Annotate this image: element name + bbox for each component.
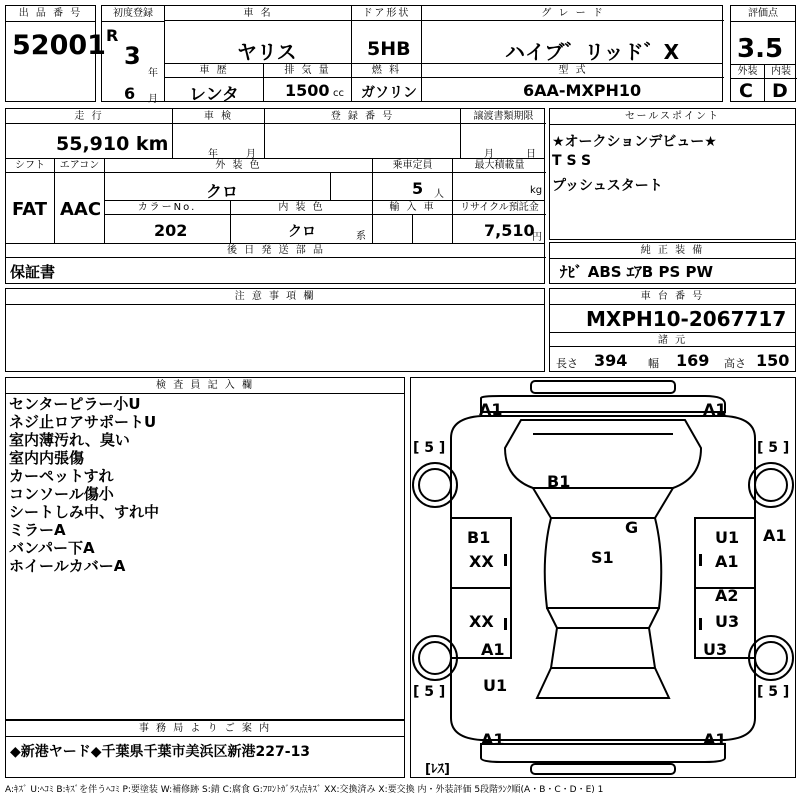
damage-mark: B1 xyxy=(467,528,491,547)
equipment-box xyxy=(549,242,796,284)
score-label: 評価点 xyxy=(731,6,795,22)
ext-grade: C xyxy=(739,80,753,102)
transfer-label: 譲渡書類期限 xyxy=(460,109,546,124)
int-color-label: 内 装 色 xyxy=(230,200,372,215)
remark-line: 室内薄汚れ、臭い xyxy=(9,431,130,449)
damage-mark: XX xyxy=(469,552,494,571)
import-label: 輸 入 車 xyxy=(372,200,452,215)
shift-label: シフト xyxy=(6,158,54,173)
height: 150 xyxy=(756,351,790,370)
height-label: 高さ xyxy=(724,357,746,370)
inspection-year-unit: 年 xyxy=(208,149,218,160)
score-box xyxy=(730,5,796,102)
damage-mark: XX xyxy=(469,612,494,631)
color-no-label: カラーNo. xyxy=(104,200,230,215)
damage-mark: A1 xyxy=(481,730,505,749)
first-registration-box xyxy=(101,5,165,105)
notes-label: 注 意 事 項 欄 xyxy=(6,289,544,305)
door-type: 5HB xyxy=(367,38,411,60)
chassis-label: 車 台 番 号 xyxy=(550,289,795,305)
capacity: 5 xyxy=(412,179,424,198)
chassis-number: MXPH10-2067717 xyxy=(586,307,787,331)
transfer-month-unit: 月 xyxy=(484,149,494,160)
length: 394 xyxy=(594,351,628,370)
month-unit: 月 xyxy=(148,94,158,105)
remark-line: ミラーA xyxy=(9,521,66,539)
int-grade: D xyxy=(772,80,788,102)
tire-depth: [ 5 ] xyxy=(413,440,446,456)
notes-box xyxy=(5,288,545,372)
sales-item: ★オークションデビュー★ xyxy=(552,134,717,150)
remark-line: ホイールカバーA xyxy=(9,557,126,575)
aircon-label: エアコン xyxy=(54,158,104,173)
car-name-label: 車 名 xyxy=(165,6,351,21)
int-label: 内装 xyxy=(764,64,797,79)
year-unit: 年 xyxy=(148,68,158,79)
model: 6AA-MXPH10 xyxy=(523,81,642,100)
first-reg-label: 初度登録 xyxy=(102,6,164,22)
shift: FAT xyxy=(12,199,48,220)
sales-box xyxy=(549,108,796,240)
history: レンタ xyxy=(189,85,239,105)
office-label: 事 務 局 よ り ご 案 内 xyxy=(6,721,404,737)
reg-no-label: 登 録 番 号 xyxy=(264,109,460,124)
tire-depth: [ 5 ] xyxy=(757,440,790,456)
sales-item: プッシュスタート xyxy=(552,178,663,194)
parts-label: 後 日 発 送 部 品 xyxy=(6,243,546,258)
recycle-label: リサイクル預託金 xyxy=(452,200,546,215)
inspector-box xyxy=(5,377,405,720)
damage-mark: S1 xyxy=(591,548,614,567)
displacement-label: 排 気 量 xyxy=(263,63,351,78)
damage-diagram xyxy=(410,377,796,778)
ext-label: 外装 xyxy=(731,64,764,79)
office-notice: ◆新港ヤード◆千葉県千葉市美浜区新港227-13 xyxy=(10,744,311,760)
sales-label: セールスポイント xyxy=(550,109,795,125)
door-label: ドア形状 xyxy=(351,6,421,21)
score: 3.5 xyxy=(737,34,784,64)
inspection-month-unit: 月 xyxy=(246,149,256,160)
load-label: 最大積載量 xyxy=(452,158,546,173)
color-no: 202 xyxy=(154,221,188,240)
remark-line: 室内内張傷 xyxy=(9,449,85,467)
damage-mark: A1 xyxy=(703,400,727,419)
damage-mark: A1 xyxy=(479,400,503,419)
remark-line: シートしみ中、すれ中 xyxy=(9,503,160,521)
width: 169 xyxy=(676,351,710,370)
inspector-label: 検 査 員 記 入 欄 xyxy=(6,378,404,394)
damage-mark: A1 xyxy=(703,730,727,749)
damage-mark: U3 xyxy=(703,640,728,659)
recycle-unit: 円 xyxy=(532,232,542,243)
lot-label: 出 品 番 号 xyxy=(6,6,95,22)
sales-item: TSS xyxy=(552,153,597,169)
recycle: 7,510 xyxy=(484,221,535,240)
era: R xyxy=(106,26,119,45)
remark-line: カーペットすれ xyxy=(9,467,114,485)
load-unit: kg xyxy=(530,185,543,196)
spare-tire: [ﾚｽ] xyxy=(425,762,450,777)
reg-month: 6 xyxy=(124,84,136,103)
damage-mark: B1 xyxy=(547,472,571,491)
lot-number: 52001 xyxy=(12,30,106,61)
car-name: ヤリス xyxy=(237,40,297,64)
damage-mark: A1 xyxy=(763,526,787,545)
displacement: 1500 xyxy=(285,81,330,100)
reg-year: 3 xyxy=(124,42,141,70)
damage-mark: A1 xyxy=(481,640,505,659)
tire-depth: [ 5 ] xyxy=(413,684,446,700)
capacity-unit: 人 xyxy=(434,189,444,200)
remark-line: センターピラー小U xyxy=(9,395,141,413)
mileage-label: 走 行 xyxy=(6,109,172,124)
tire-depth: [ 5 ] xyxy=(757,684,790,700)
history-label: 車 歴 xyxy=(165,63,263,78)
equipment-label: 純 正 装 備 xyxy=(550,243,795,259)
transfer-day-unit: 日 xyxy=(526,149,536,160)
capacity-label: 乗車定員 xyxy=(372,158,452,173)
length-label: 長さ xyxy=(556,357,578,370)
parts: 保証書 xyxy=(10,263,56,281)
damage-mark: U3 xyxy=(715,612,740,631)
int-color: クロ xyxy=(288,224,316,240)
damage-mark: G xyxy=(625,518,639,537)
displacement-unit: cc xyxy=(333,88,344,99)
legend: A:ｷｽﾞ U:ﾍｺﾐ B:ｷｽﾞを伴うﾍｺﾐ P:要塗装 W:補修跡 S:錆 C:腐食 G:ﾌﾛﾝﾄｶﾞﾗｽ点ｷｽﾞ XX:交換済み X:要交換 内・外装評価 5段階ﾗﾝｸ順(A・B・C・D・E) 1 xyxy=(5,785,604,795)
damage-mark: A2 xyxy=(715,586,739,605)
damage-mark: U1 xyxy=(715,528,740,547)
remark-line: ネジ止ロアサポートU xyxy=(9,413,157,431)
grade: ハイブ゛リッド゛X xyxy=(505,40,680,64)
chassis-box xyxy=(549,288,796,372)
details-box xyxy=(5,108,545,284)
fuel-label: 燃 料 xyxy=(351,63,421,78)
inspection-label: 車 検 xyxy=(172,109,264,124)
width-label: 幅 xyxy=(648,357,659,370)
model-label: 型 式 xyxy=(421,63,724,78)
dims-label: 諸 元 xyxy=(550,332,795,347)
damage-mark: A1 xyxy=(715,552,739,571)
grade-label: グ レ ー ド xyxy=(421,6,724,21)
ext-color: クロ xyxy=(206,182,239,201)
mileage: 55,910 km xyxy=(56,133,169,155)
car-outline xyxy=(411,378,795,777)
remark-line: バンパー下A xyxy=(9,539,95,557)
color-label: 外 装 色 xyxy=(104,158,372,173)
lot-box xyxy=(5,5,106,102)
damage-mark: U1 xyxy=(483,676,508,695)
car-info-box xyxy=(164,5,723,105)
office-box xyxy=(5,720,405,778)
fuel: ガソリン xyxy=(361,85,417,101)
int-color-unit: 系 xyxy=(356,231,366,242)
equipment: ﾅﾋﾞ ABS ｴｱB PS PW xyxy=(560,263,714,281)
remark-line: コンソール傷小 xyxy=(9,485,114,503)
aircon: AAC xyxy=(60,199,102,220)
